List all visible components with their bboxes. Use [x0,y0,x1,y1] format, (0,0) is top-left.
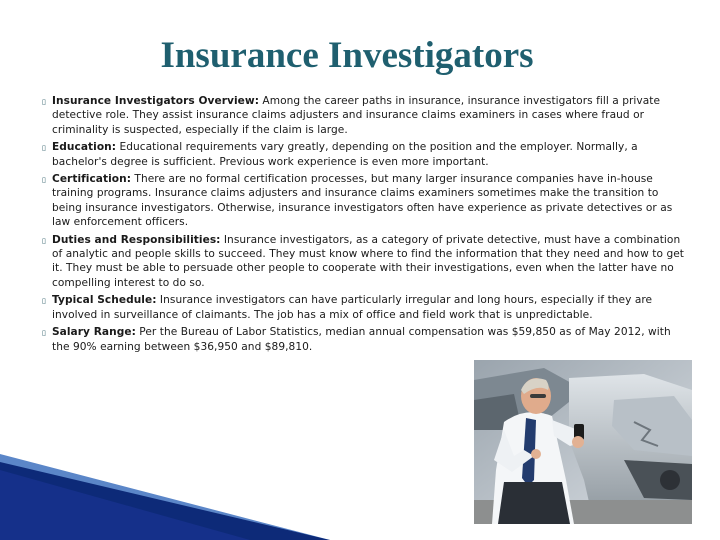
bullet-icon: ▯ [42,98,46,106]
paragraph-schedule [42,293,684,322]
paragraph-text: Educational requirements vary greatly, depending on the position and the employer. Normally, a bachelor's degree is sufficient. Previous work experience is even more important. [52,141,638,168]
bullet-icon: ▯ [42,297,46,306]
investigator-photo [474,360,692,524]
paragraph-label: Typical Schedule: [52,294,157,307]
paragraph-text: Per the Bureau of Labor Statistics, median annual compensation was $59,850 as of May 2012, with the 90% earning between $36,950 and $89,810. [52,326,671,353]
paragraph-text: Among the career paths in insurance, insurance investigators fill a private detective role. They assist insurance claims adjusters and insurance claims examiners in cases where fraud or criminality is suspected, especially if the claim is large. [52,95,661,136]
paragraph-duties [42,233,684,291]
paragraph-text: There are no formal certification processes, but many larger insurance companies have in-house training programs. Insurance claims adjusters and insurance claims examiners sometimes make the transition to being insurance investigators. Otherwise, insurance investigators often have experience as private detectives or as law enforcement officers. [52,173,673,229]
paragraph-overview [42,94,684,137]
paragraph-text: Insurance investigators can have particularly irregular and long hours, especially if they are involved in surveillance of claimants. The job has a mix of office and field work that is unpredictable. [52,294,653,321]
photo-illustration [474,360,692,524]
bullet-icon: ▯ [42,176,46,185]
paragraph-label: Salary Range: [52,326,136,339]
content-body [42,94,684,357]
paragraph-label: Duties and Responsibilities: [52,233,221,246]
page-title: Insurance Investigators [160,35,534,76]
bullet-icon: ▯ [42,236,46,245]
decorative-wedge [0,440,330,540]
paragraph-education [42,140,684,169]
bullet-icon: ▯ [42,144,46,153]
paragraph-label: Education: [52,141,117,154]
paragraph-salary [42,325,684,354]
paragraph-text: Insurance investigators, as a category of private detective, must have a combination of analytic and people skills to succeed. They must know where to find the information that they need and how to get it. They must be able to persuade other people to cooperate with their investigations, even when the latter have no compelling interest to do so. [52,233,684,289]
paragraph-label: Certification: [52,173,131,186]
paragraph-label: Insurance Investigators Overview: [52,95,259,107]
bullet-icon: ▯ [42,329,46,338]
paragraph-certification [42,172,684,230]
